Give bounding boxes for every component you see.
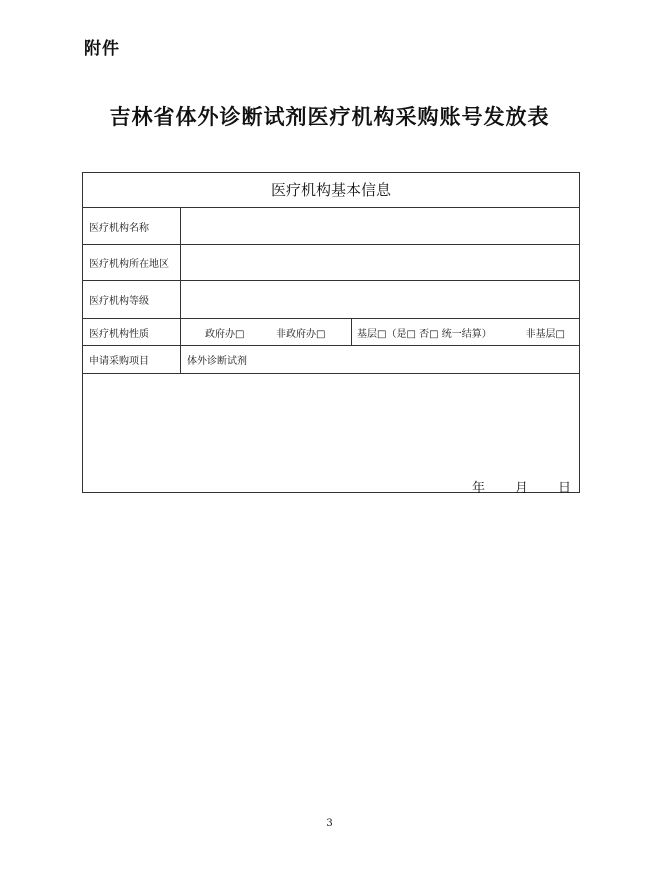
application-form (82, 172, 580, 496)
form-row-nature (83, 319, 579, 346)
form-row-name (83, 208, 579, 245)
row-label: 医疗机构所在地区 (83, 245, 181, 280)
non-gov-option[interactable]: 非政府办□ (276, 328, 326, 340)
row-label: 医疗机构性质 (83, 319, 181, 345)
institution-region-field[interactable] (181, 245, 579, 280)
institution-name-field[interactable] (181, 208, 579, 244)
row-label: 医疗机构等级 (83, 281, 181, 318)
document-title: 吉林省体外诊断试剂医疗机构采购账号发放表 (109, 104, 550, 129)
date-line (442, 477, 571, 496)
page-number: 3 (326, 818, 333, 829)
grassroots-option[interactable]: 基层□（是□ 否□ 统一结算） (357, 328, 492, 340)
project-field: 体外诊断试剂 (187, 356, 247, 367)
column-divider (351, 319, 352, 345)
section-header: 医疗机构基本信息 (83, 173, 579, 208)
row-label: 申请采购项目 (83, 346, 181, 373)
institution-grade-field[interactable] (181, 281, 579, 318)
non-grassroots-option[interactable]: 非基层□ (525, 328, 565, 340)
form-row-grade (83, 281, 579, 319)
year-label: 年 (471, 481, 485, 496)
attachment-label: 附件 (84, 39, 120, 59)
form-row-region (83, 245, 579, 281)
month-label: 月 (514, 481, 528, 496)
form-row-project (83, 346, 579, 374)
gov-option[interactable]: 政府办□ (205, 328, 245, 340)
day-label: 日 (557, 481, 571, 496)
row-label: 医疗机构名称 (83, 208, 181, 244)
